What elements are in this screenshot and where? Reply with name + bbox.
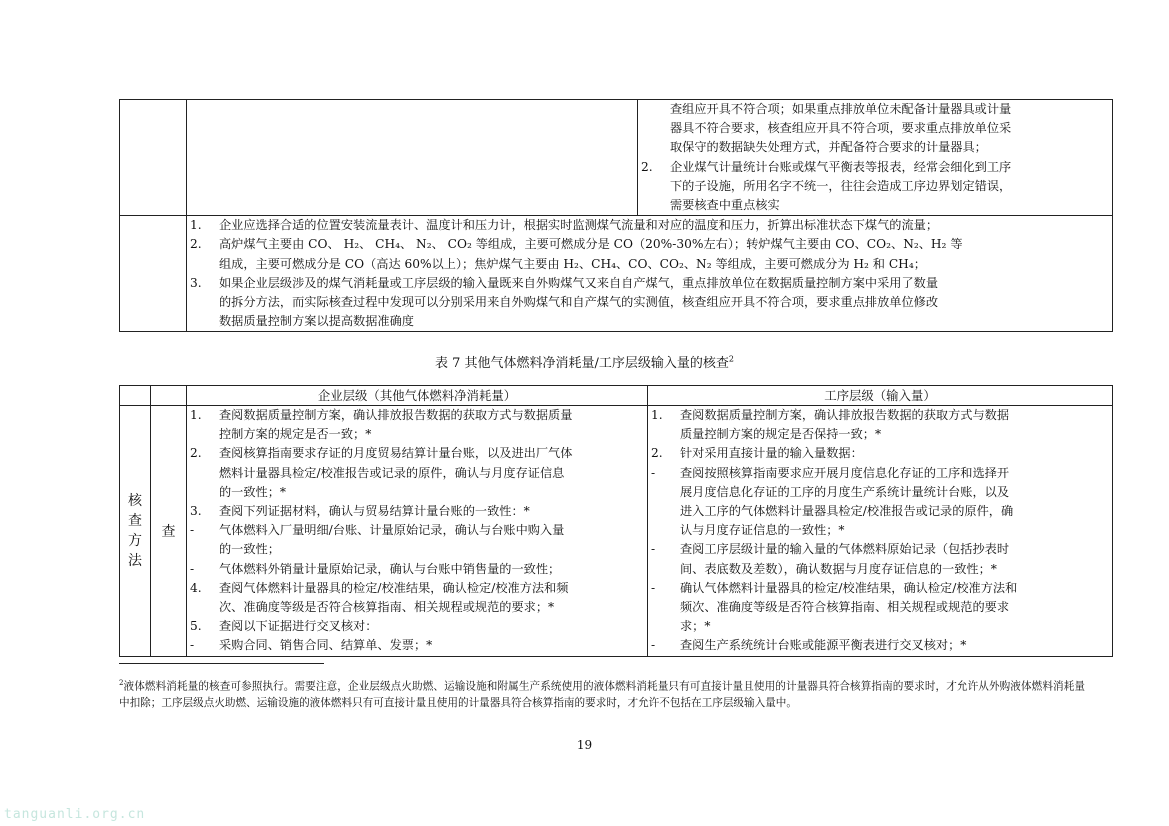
table-row: [120, 406, 1113, 657]
verification-table: [119, 385, 1113, 657]
item-text: 频次、准确度等级是否符合核算指南、相关规程或规范的要求: [680, 600, 1010, 615]
list-item-line: [187, 255, 1112, 274]
list-item-line: [648, 579, 1112, 598]
list-item-line: [638, 196, 1112, 215]
item-text: 企业应选择合适的位置安装流量表计、温度计和压力计，根据实时监测煤气流量和对应的温度和压力，折算出标准状态下煤气的流量；: [219, 218, 939, 233]
list-item-line: [638, 119, 1112, 138]
label-char: 法: [128, 552, 142, 569]
enterprise-level-cell: [187, 406, 648, 657]
list-item-line: [648, 617, 1112, 636]
item-number: -: [651, 465, 656, 480]
item-number: [648, 521, 680, 540]
item-number: [638, 119, 670, 138]
item-text: 的一致性；*: [219, 484, 287, 499]
empty-cell: [120, 216, 187, 332]
process-level-cell: [648, 406, 1113, 657]
footnote-line: 入量中。: [754, 697, 797, 710]
item-number: [648, 483, 680, 502]
header-row: [120, 386, 1113, 406]
item-text: 查阅生产系统统计台账或能源平衡表进行交叉核对；*: [680, 638, 967, 653]
empty-cell: [120, 386, 151, 406]
item-text: 查阅按照核算指南要求应开展月度信息化存证的工序和选择开: [680, 465, 1010, 480]
list-item-line: [187, 617, 647, 636]
list-item-line: [648, 521, 1112, 540]
process-level-header: 工序层级（输入量）: [648, 386, 1113, 406]
table-row: [120, 216, 1113, 332]
list-item-line: [187, 502, 647, 521]
check-label: 查: [151, 406, 187, 657]
list-item-line: [187, 560, 647, 579]
item-text: 需要核查中重点核实: [670, 198, 780, 213]
item-text: 取保守的数据缺失处理方式，并配备符合要求的计量器具；: [670, 140, 987, 155]
item-number: [648, 502, 680, 521]
list-item-line: [648, 406, 1112, 425]
item-text: 确认气体燃料计量器具的检定/校准结果，确认检定/校准方法和: [680, 580, 1018, 595]
item-number: [648, 617, 680, 636]
item-number: [187, 255, 219, 274]
footnote: $^2$液体燃料消耗量的核查可参照执行。需要注意，企业层级点火助燃、运输设施和附属生产系统使用的液体燃料消耗量只有可直接计量且使用的计量器具符合核算指南的要求时，才允许从外购液体燃料消耗量中扣除；工序层级点火助燃、运输设施的液体燃料只有可直接计量且使用的计量器具符合核算指南的要求时，才允许不包括在工序层级输入量中。: [119, 679, 1086, 710]
list-item-line: [638, 158, 1112, 177]
item-text: 如果企业层级涉及的煤气消耗量或工序层级的输入量既来自外购煤气又来自自产煤气，重点排放单位在数据质量控制方案中采用了数量: [219, 275, 939, 290]
list-item-line: [638, 100, 1112, 119]
item-list: [638, 100, 1112, 215]
item-number: [638, 138, 670, 157]
item-text: 气体燃料外销量计量原始记录，确认与台账中销售量的一致性；: [219, 561, 561, 576]
item-number: [187, 312, 219, 331]
item-text: 下的子设施，所用名字不统一，往往会造成工序边界划定错误，: [670, 178, 1012, 193]
list-item-line: [648, 483, 1112, 502]
list-item-line: [187, 598, 647, 617]
item-text: 高炉煤气主要由 CO、 H₂、 CH₄、 N₂、 CO₂ 等组成，主要可燃成分是 CO（20%-30%左右）；转炉煤气主要由 CO、CO₂、N₂、H₂ 等: [219, 237, 963, 252]
list-item-line: [648, 444, 1112, 463]
list-item-line: [187, 483, 647, 502]
item-text: 求；*: [680, 619, 711, 634]
item-number: -: [190, 638, 195, 653]
item-number: -: [651, 580, 656, 595]
item-text: 质量控制方案的规定是否保持一致；*: [680, 427, 882, 442]
list-item-line: [187, 216, 1112, 235]
item-number: 4.: [190, 580, 202, 595]
item-text: 查阅下列证据材料，确认与贸易结算计量台账的一致性：*: [219, 504, 530, 519]
item-text: 数据质量控制方案以提高数据准确度: [219, 314, 414, 329]
page-number: 19: [576, 738, 593, 752]
item-number: [187, 464, 219, 483]
list-item-line: [648, 502, 1112, 521]
list-item-line: [187, 540, 647, 559]
item-number: [187, 540, 219, 559]
item-number: [187, 598, 219, 617]
list-item-line: [648, 560, 1112, 579]
item-text: 采购合同、销售合同、结算单、发票；*: [219, 638, 433, 653]
item-number: [648, 560, 680, 579]
list-item-line: [187, 312, 1112, 331]
footnote-text: [119, 681, 1085, 710]
list-item-line: [187, 521, 647, 540]
item-number: 1.: [190, 218, 202, 233]
item-text: 查阅工序层级计量的输入量的气体燃料原始记录（包括抄表时: [680, 542, 1010, 557]
label-char: 核: [128, 492, 142, 509]
list-item-line: [638, 138, 1112, 157]
right-cell: [638, 100, 1113, 216]
footnote-rule: [119, 663, 324, 664]
item-text: 的拆分方法，而实际核查过程中发现可以分别采用来自外购煤气和自产煤气的实测值，核查组应开具不符合项，要求重点排放单位修改: [219, 295, 939, 310]
item-number: 1.: [651, 408, 663, 422]
footnote-line: 液体燃料消耗量的核查可参照执行。需要注意，企业层级点火助燃、运输设施和附属生产系统使用的液体燃料消耗量只有可直接计量且使用的计量器具符合核算指南的要: [123, 680, 915, 693]
item-text: 气体燃料入厂量明细/台账、计量原始记录，确认与台账中购入量: [219, 523, 565, 538]
empty-cell: [120, 100, 187, 216]
item-number: [187, 483, 219, 502]
item-number: [187, 293, 219, 312]
list-item-line: [638, 177, 1112, 196]
item-text: 查阅气体燃料计量器具的检定/校准结果，确认检定/校准方法和频: [219, 580, 569, 595]
item-text: 查阅数据质量控制方案，确认排放报告数据的获取方式与数据: [680, 408, 1010, 422]
item-text: 查阅核算指南要求存证的月度贸易结算计量台账，以及进出厂气体: [219, 446, 573, 461]
verification-method-label: [120, 406, 151, 657]
item-text: 的一致性；: [219, 542, 280, 557]
item-number: [648, 598, 680, 617]
item-text: 燃料计量器具检定/校准报告或记录的原件，确认与月度存证信息: [219, 465, 565, 480]
item-list: [648, 406, 1112, 656]
list-item-line: [187, 274, 1112, 293]
item-text: 控制方案的规定是否一致；*: [219, 427, 372, 442]
item-number: [638, 196, 670, 215]
item-number: 3.: [190, 504, 202, 519]
list-item-line: [187, 425, 647, 444]
empty-cell: [187, 100, 638, 216]
item-text: 次、准确度等级是否符合核算指南、相关规程或规范的要求；*: [219, 600, 555, 615]
list-item-line: [187, 579, 647, 598]
item-list: [187, 406, 647, 656]
item-text: 查阅以下证据进行交叉核对：: [219, 619, 378, 634]
item-text: 进入工序的气体燃料计量器具检定/校准报告或记录的原件，确: [680, 504, 1014, 519]
list-item-line: [648, 464, 1112, 483]
notes-cell: [187, 216, 1113, 332]
list-item-line: [187, 464, 647, 483]
item-number: 5.: [190, 619, 202, 634]
item-number: -: [651, 542, 656, 557]
item-text: 企业煤气计量统计台账或煤气平衡表等报表，经常会细化到工序: [670, 159, 1012, 174]
list-item-line: [648, 636, 1112, 655]
item-number: 2.: [641, 159, 653, 174]
list-item-line: [187, 406, 647, 425]
list-item-line: [648, 598, 1112, 617]
item-number: 2.: [190, 237, 202, 252]
label-char: 查: [128, 512, 142, 529]
list-item-line: [187, 444, 647, 463]
item-text: 认与月度存证信息的一致性；*: [680, 523, 845, 538]
item-number: 2.: [190, 446, 202, 461]
list-item-line: [648, 540, 1112, 559]
item-text: 查组应开具不符合项；如果重点排放单位未配备计量器具或计量: [670, 102, 1012, 116]
list-item-line: [187, 636, 647, 655]
table-caption: 表 7 其他气体燃料净消耗量/工序层级输入量的核查$^2$: [434, 354, 734, 371]
watermark: tanguanli.org.cn: [4, 807, 146, 822]
list-item-line: [648, 425, 1112, 444]
item-number: 3.: [190, 275, 202, 290]
continued-table: [119, 99, 1113, 332]
item-number: -: [190, 523, 195, 538]
item-text: 展月度信息化存证的工序的月度生产系统计量统计台账，以及: [680, 484, 1010, 499]
item-number: 1.: [190, 408, 202, 422]
item-number: -: [190, 561, 195, 576]
item-number: -: [651, 638, 656, 653]
empty-cell: [151, 386, 187, 406]
list-item-line: [187, 235, 1112, 254]
item-number: [648, 425, 680, 444]
item-text: 查阅数据质量控制方案，确认排放报告数据的获取方式与数据质量: [219, 408, 573, 422]
enterprise-level-header: 企业层级（其他气体燃料净消耗量）: [187, 386, 648, 406]
footnote-line: 求时，才允许从外购液体燃料消耗量中扣除；工序层级点火助燃、运输设施的液体燃料只有可直接计量且使用的计量器具符合核算指南的要求时，才允许不包括在工序层级输: [119, 680, 1086, 710]
table-row: [120, 100, 1113, 216]
item-number: 2.: [651, 446, 663, 461]
item-number: [638, 177, 670, 196]
list-item-line: [187, 293, 1112, 312]
item-text: 组成，主要可燃成分是 CO（高达 60%以上）；焦炉煤气主要由 H₂、CH₄、CO、CO₂、N₂ 等组成，主要可燃成分为 H₂ 和 CH₄；: [219, 256, 926, 271]
label-char: 方: [128, 532, 142, 549]
item-number: [187, 425, 219, 444]
item-text: 器具不符合要求，核查组应开具不符合项，要求重点排放单位采: [670, 121, 1012, 136]
item-text: 针对采用直接计量的输入量数据：: [680, 446, 863, 461]
notes-list: [187, 216, 1112, 331]
item-text: 间、表底数及差数），确认数据与月度存证信息的一致性；*: [680, 561, 997, 576]
item-number: [638, 100, 670, 119]
